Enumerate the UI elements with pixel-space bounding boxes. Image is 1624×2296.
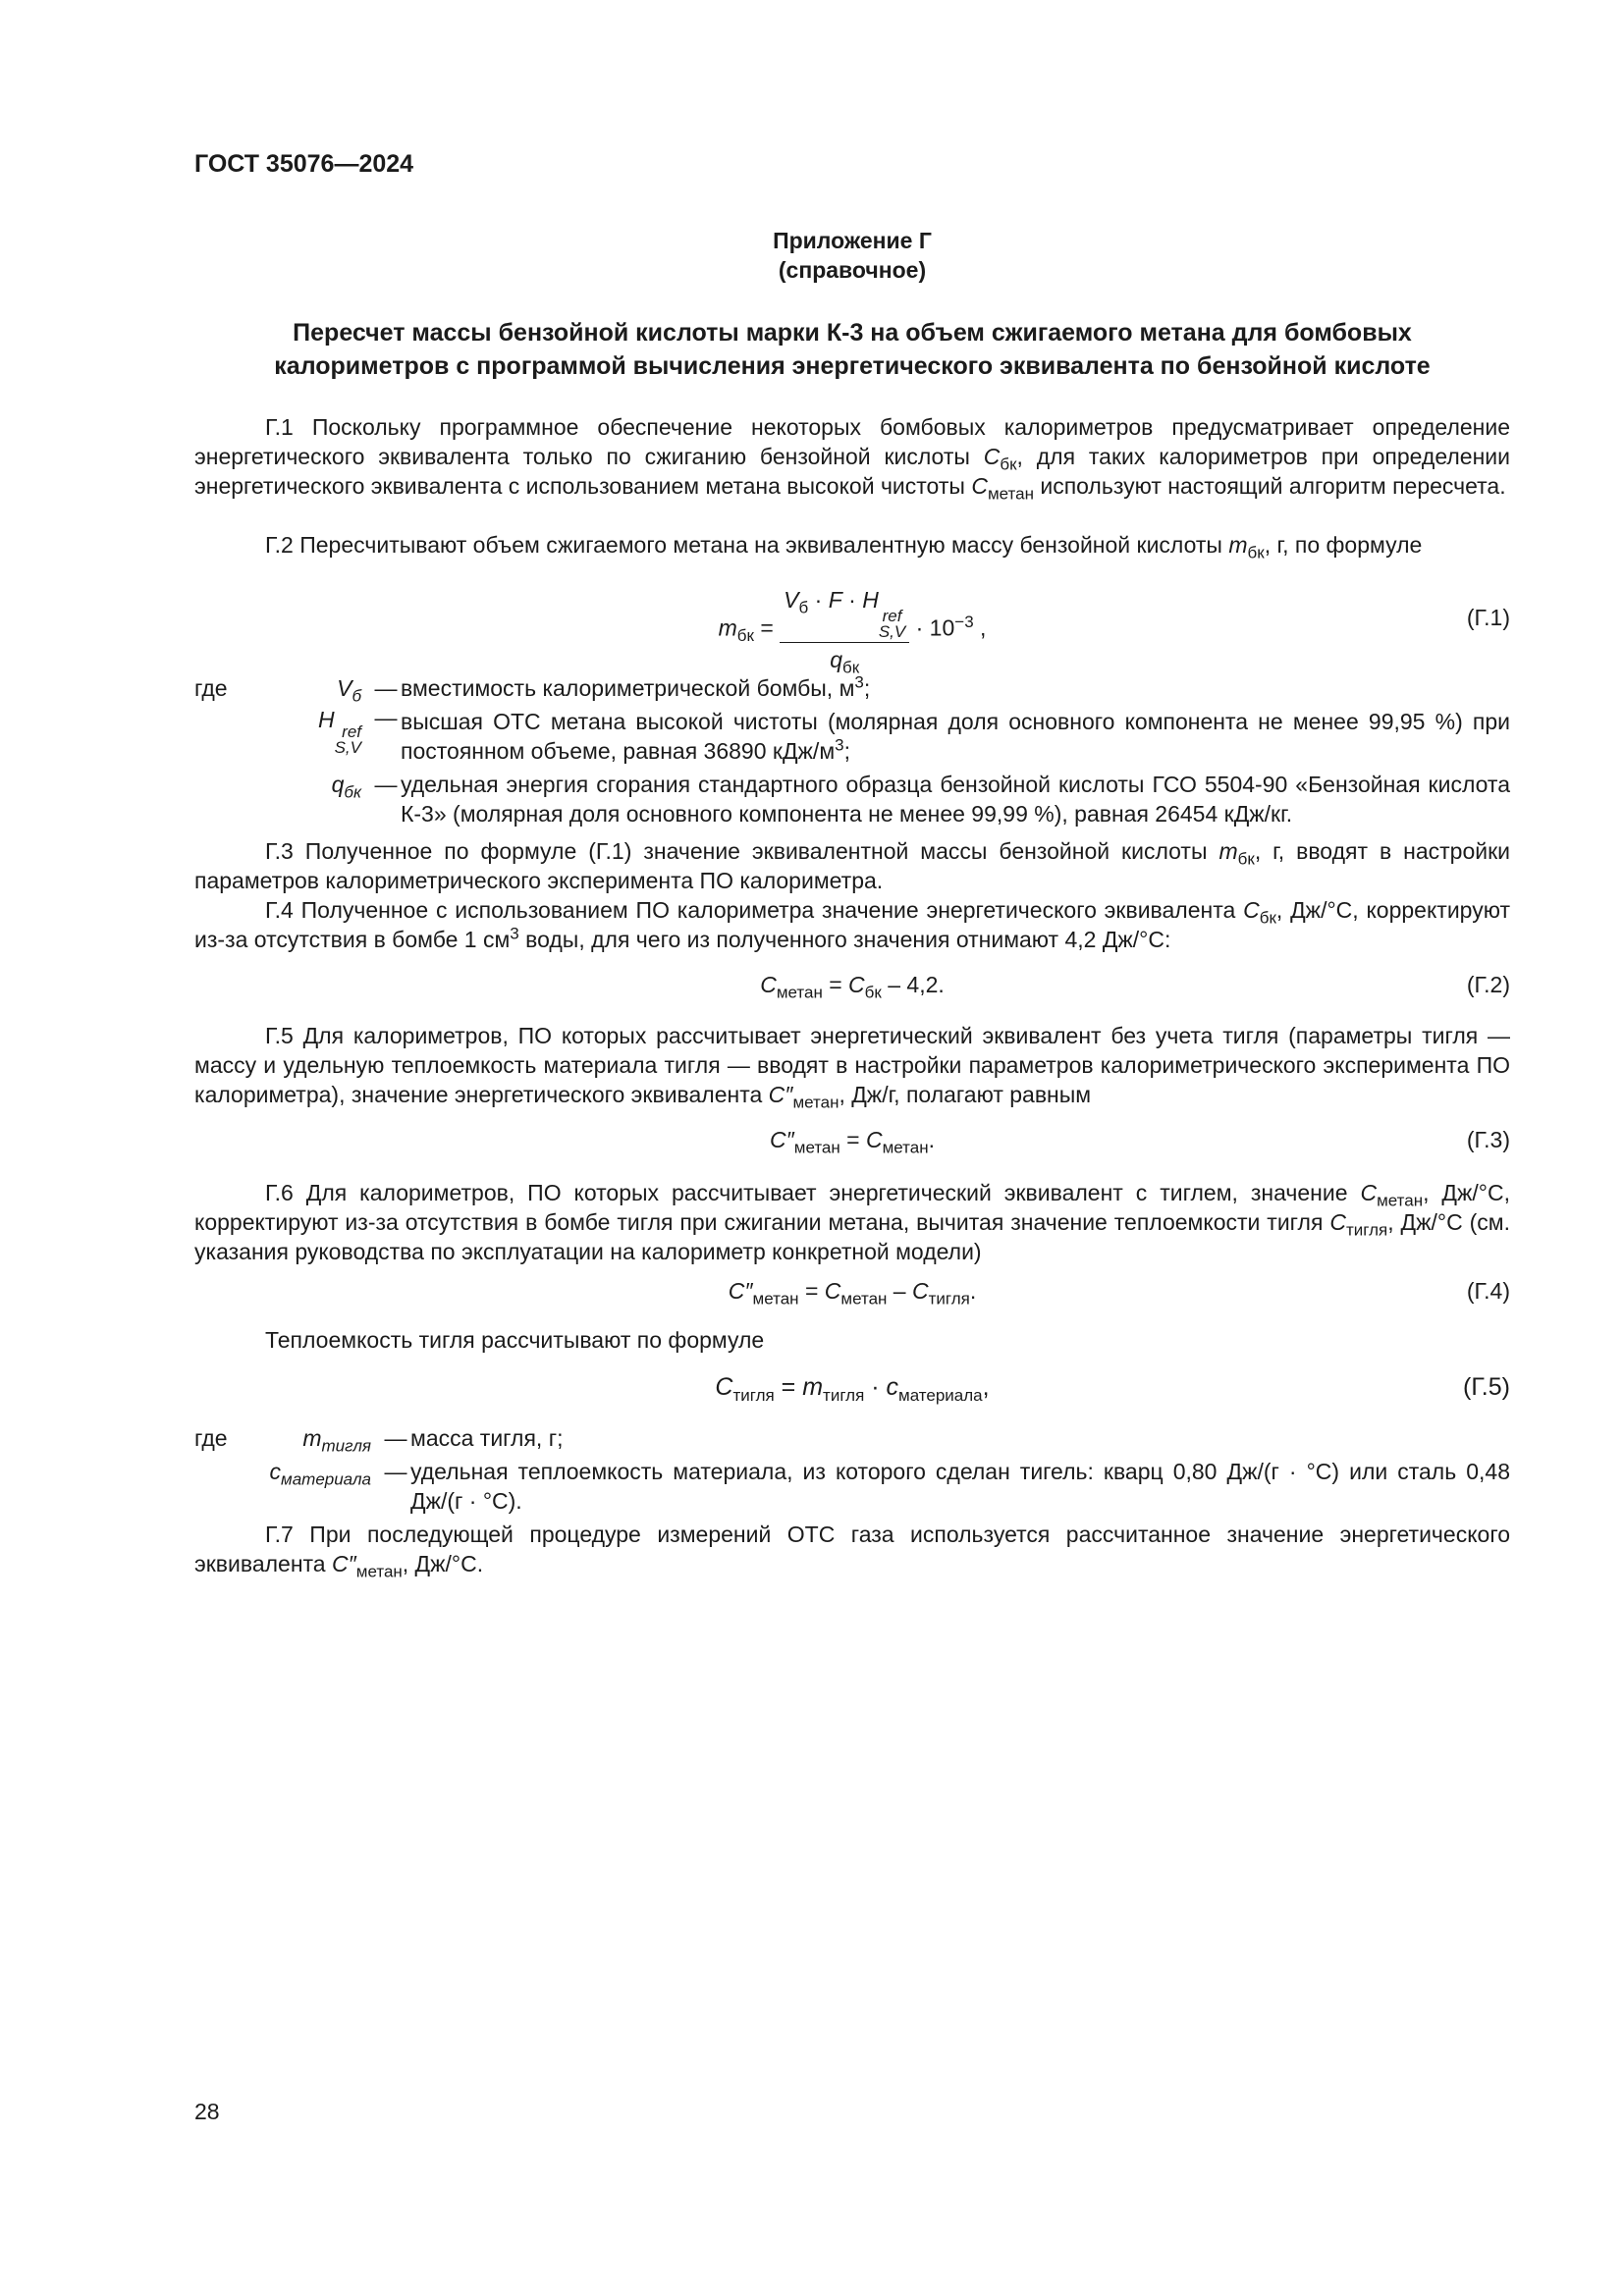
paragraph-g1: Г.1 Поскольку программное обеспечение некоторых бомбовых калориметров предусматривает определение энергетического эквивалента только по сжиганию бензойной кислоты $C_{бк}$, для таких калориметров при определении энергетического эквивалента с использованием метана высокой чистоты $C_{метан}$ используют настоящий алгоритм пересчета. [194, 414, 1510, 504]
paragraph-g5: Г.5 Для калориметров, ПО которых рассчитывает энергетический эквивалент без учета тигля (параметры тигля — массу и удельную теплоемкость материала тигля — вводят в настройки параметров калориметрического эксперимента ПО калориметра), значение энергетического эквивалента $C''_{метан}$, Дж/г, полагают равным [194, 1023, 1510, 1112]
formula-g5-expression: $C_{тигля} = m_{тигля} \cdot c_{материала}$, [715, 1373, 990, 1405]
formula-g2-expression: $C_{метан} = C_{бк} - 4,2$. [760, 972, 945, 1002]
where-2-item-1: масса тигля, г; [410, 1425, 564, 1451]
paragraph-g7: Г.7 При последующей процедуре измерений ОТС газа используется рассчитанное значение энергетического эквивалента $C''_{метан}$, Дж/°С. [194, 1522, 1510, 1581]
formula-g2 [194, 970, 1510, 1003]
formula-g5 [194, 1372, 1510, 1406]
formula-g1-expression: $m_{бк}$ = $V_б \cdot F \cdot H$ ref S,V $q_{бк}$ · $10^{-3}$ , [718, 587, 987, 677]
formula-g3 [194, 1125, 1510, 1158]
paragraph-g2: Г.2 Пересчитывают объем сжигаемого метана на эквивалентную массу бензойной кислоты $m_{бк}$, г, по формуле [265, 532, 1423, 562]
equation-number-g5: (Г.5) [1463, 1373, 1510, 1401]
equation-number-g1: (Г.1) [1466, 605, 1510, 630]
formula-g3-expression: $C''_{метан} = C_{метан}$. [769, 1127, 936, 1157]
paragraph-g6: Г.6 Для калориметров, ПО которых рассчитывает энергетический эквивалент с тиглем, значение $C_{метан}$, Дж/°С, корректируют из-за отсутствия в бомбе тигля при сжигании метана, вычитая значение теплоемкости тигля $C_{тигля}$, Дж/°С (см. указания руководства по эксплуатации на калориметр конкретной модели) [194, 1180, 1510, 1264]
formula-g4 [194, 1276, 1510, 1309]
formula-g1-fraction: $V_б \cdot F \cdot H$ ref S,V $q_{бк}$ [780, 585, 909, 674]
annex-heading [194, 226, 1510, 285]
symbol-v-b: $V_б$ [337, 675, 361, 706]
formula-g4-expression: $C''_{метан} = C_{метан} - C_{тигля}$. [728, 1278, 977, 1308]
equation-number-g3: (Г.3) [1466, 1127, 1510, 1152]
formula-g1 [194, 579, 1510, 677]
where-1-item-1: вместимость калориметрической бомбы, $м^3$; [401, 672, 871, 701]
standard-number: ГОСТ 35076—2024 [194, 150, 414, 178]
equation-number-g2: (Г.2) [1466, 972, 1510, 997]
where-block-1: где $V_б$ — вместимость калориметрической бомбы, $м^3$; H ref S,V — высшая ОТС метана высокой чистоты (молярная доля основного компонента не менее 99,95 %) при постоянном объеме, равная 36890 кДж/$м^3$; $q_{бк}$ — удельная энергия сгорания стандартного образца бензойной кислоты ГСО 5504-90 «Бензойная кислота К-3» (молярная доля основного компонента не менее 99,99 %), равная 26454 кДж/кг. [194, 672, 1510, 827]
page-number: 28 [194, 2099, 220, 2124]
where-word: где [194, 675, 228, 701]
symbol-q-bk: $q_{бк}$ [331, 772, 361, 802]
paragraph-g4: Г.4 Полученное с использованием ПО калориметра значение энергетического эквивалента $C_{бк}$, Дж/°С, корректируют из-за отсутствия в бомбе 1 $см^3$ воды, для чего из полученного значения отнимают 4,2 Дж/°С: [194, 897, 1510, 952]
symbol-h-ref: H ref S,V [317, 707, 361, 757]
where-1-item-3: удельная энергия сгорания стандартного образца бензойной кислоты ГСО 5504-90 «Бензойная кислота К-3» (молярная доля основного компонента не менее 99,99 %), равная 26454 кДж/кг. [401, 772, 1510, 827]
section-title-line2: калориметров с программой вычисления энергетического эквивалента по бензойной кислоте [274, 352, 1431, 380]
symbol-c-material: $c_{материала}$ [269, 1459, 371, 1489]
symbol-m-tiglya: $m_{тигля}$ [302, 1425, 371, 1456]
section-title-line1: Пересчет массы бензойной кислоты марки К-3 на объем сжигаемого метана для бомбовых [293, 319, 1412, 347]
equation-number-g4: (Г.4) [1466, 1278, 1510, 1304]
where-2-item-2: удельная теплоемкость материала, из которого сделан тигель: кварц 0,80 Дж/(г · °С) или сталь 0,48 Дж/(г · °С). [410, 1459, 1510, 1514]
where-block-2: где $m_{тигля}$ — масса тигля, г; $c_{материала}$ — удельная теплоемкость материала, из которого сделан тигель: кварц 0,80 Дж/(г · °С) или сталь 0,48 Дж/(г · °С). [194, 1425, 1510, 1514]
where-word-2: где [194, 1425, 228, 1451]
section-title [194, 316, 1510, 383]
paragraph-heat-capacity: Теплоемкость тигля рассчитывают по формуле [265, 1327, 765, 1353]
annex-title: Приложение Г [773, 228, 932, 253]
where-1-item-2: высшая ОТС метана высокой чистоты (молярная доля основного компонента не менее 99,95 %) при постоянном объеме, равная 36890 кДж/$м^3$; [401, 709, 1510, 764]
paragraph-g3: Г.3 Полученное по формуле (Г.1) значение эквивалентной массы бензойной кислоты $m_{бк}$, г, вводят в настройки параметров калориметрического эксперимента ПО калориметра. [194, 838, 1510, 893]
annex-subtitle: (справочное) [778, 257, 927, 283]
